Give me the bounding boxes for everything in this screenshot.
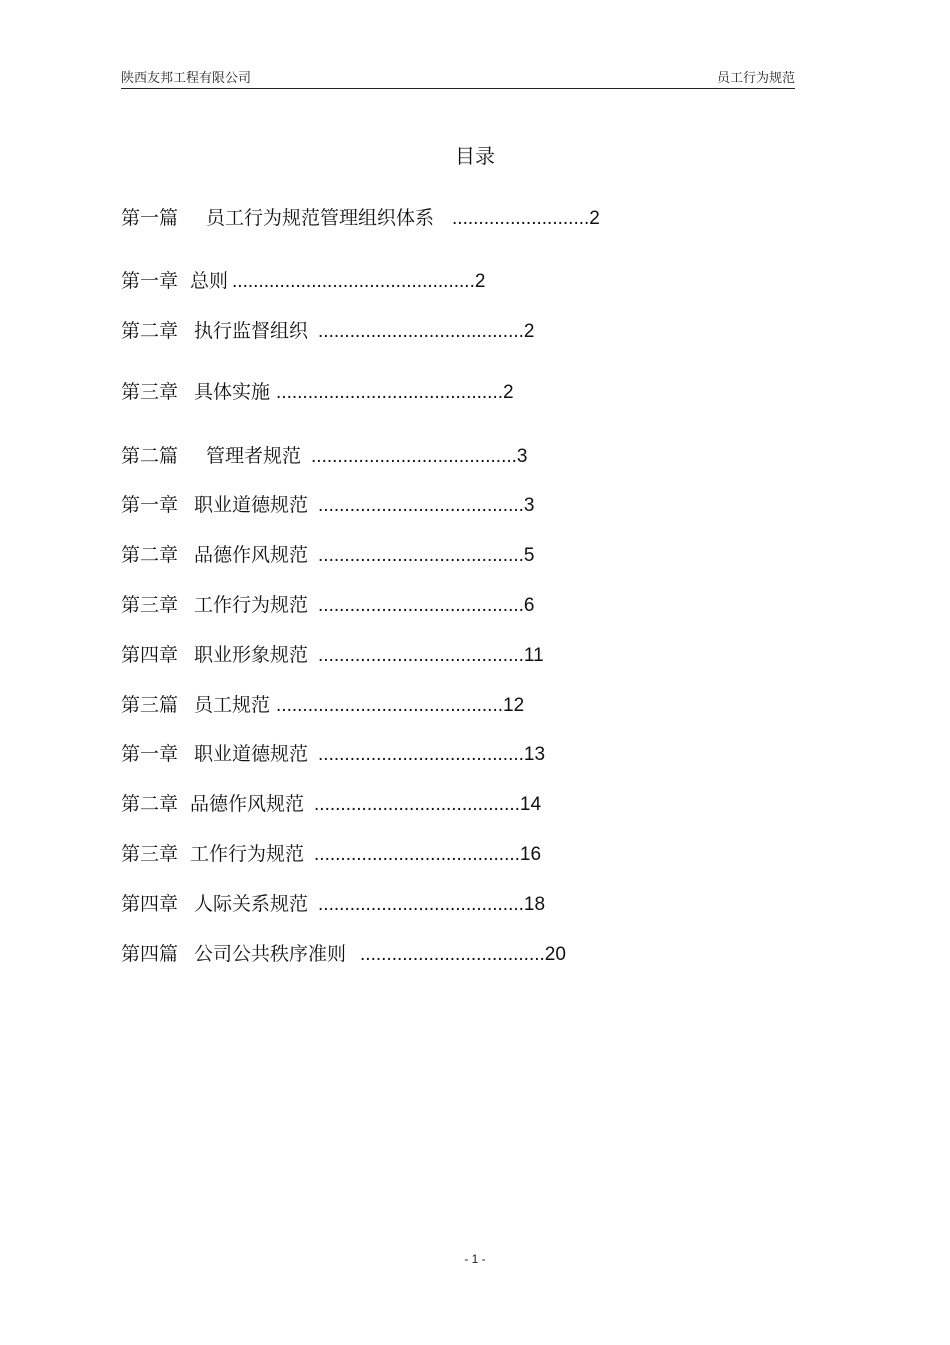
- toc-entry-number: 第三章: [121, 843, 179, 865]
- header-document-title: 员工行为规范: [716, 71, 795, 86]
- toc-entry-leader: ...................................: [360, 944, 545, 965]
- toc-entry[interactable]: [121, 741, 545, 768]
- toc-entry-name: 品德作风规范: [190, 793, 305, 815]
- toc-entry-number: 第四章: [121, 644, 179, 666]
- toc-entry-name: 职业形象规范: [194, 644, 309, 666]
- toc-entry-leader: ..........................: [452, 208, 590, 229]
- toc-entry-page: 11: [523, 645, 544, 666]
- toc-entry[interactable]: [121, 205, 600, 232]
- toc-entry-page: 6: [523, 595, 535, 616]
- header-company-name: 陕西友邦工程有限公司: [121, 71, 252, 86]
- toc-entry[interactable]: [121, 841, 541, 868]
- toc-entry-number: 第二章: [121, 793, 179, 815]
- toc-entry-page: 3: [516, 446, 528, 467]
- toc-entry-leader: .......................................: [318, 495, 524, 516]
- toc-entry-page: 2: [589, 208, 600, 229]
- toc-entry[interactable]: [121, 268, 485, 295]
- toc-entry-name: 工作行为规范: [190, 843, 305, 865]
- toc-entry-leader: .......................................: [314, 794, 520, 815]
- toc-entry-leader: .......................................: [318, 595, 524, 616]
- toc-entry[interactable]: [121, 492, 534, 519]
- toc-entry-leader: .......................................: [318, 744, 524, 765]
- toc-entry[interactable]: [121, 318, 534, 345]
- toc-entry-name: 职业道德规范: [194, 743, 309, 765]
- toc-entry-leader: .......................................: [318, 545, 524, 566]
- toc-entry[interactable]: [121, 891, 545, 918]
- toc-title: 目录: [455, 144, 495, 168]
- toc-entry-name: 管理者规范: [206, 445, 302, 467]
- toc-entry-number: 第四章: [121, 893, 179, 915]
- toc-entry-name: 人际关系规范: [194, 893, 309, 915]
- toc-entry-page: 2: [503, 382, 514, 403]
- toc-entry-page: 18: [523, 894, 546, 915]
- toc-entry-name: 员工行为规范管理组织体系: [206, 207, 435, 229]
- toc-entry-number: 第一篇: [121, 207, 179, 229]
- toc-entry-leader: .......................................: [311, 446, 517, 467]
- toc-entry-number: 第一章: [121, 270, 179, 292]
- toc-entry-number: 第三章: [121, 594, 179, 616]
- toc-entry-leader: .......................................: [318, 645, 524, 666]
- toc-entry-name: 职业道德规范: [194, 494, 309, 516]
- toc-entry-number: 第一章: [121, 494, 179, 516]
- toc-entry-page: 5: [523, 545, 535, 566]
- toc-entry[interactable]: [121, 642, 544, 669]
- toc-entry-number: 第一章: [121, 743, 179, 765]
- toc-entry-leader: .......................................: [314, 844, 520, 865]
- toc-entry-name: 员工规范: [194, 694, 271, 716]
- toc-entry-number: 第四篇: [121, 943, 179, 965]
- toc-entry-name: 执行监督组织: [194, 320, 309, 342]
- page-header: [121, 69, 795, 89]
- toc-entry-leader: ...........................................: [276, 382, 504, 403]
- toc-entry-page: 16: [519, 844, 542, 865]
- toc-entry[interactable]: [121, 941, 566, 968]
- toc-entry[interactable]: [121, 692, 524, 719]
- toc-entry-leader: ..............................................: [232, 271, 475, 292]
- toc-entry-number: 第三篇: [121, 694, 179, 716]
- toc-entry-page: 14: [519, 794, 542, 815]
- toc-entry-page: 20: [544, 944, 566, 965]
- toc-entry-leader: .......................................: [318, 894, 524, 915]
- toc-entry-name: 工作行为规范: [194, 594, 309, 616]
- toc-entry-number: 第二章: [121, 320, 179, 342]
- toc-entry-leader: ...........................................: [276, 695, 504, 716]
- toc-entry-page: 3: [523, 495, 535, 516]
- toc-entry-leader: .......................................: [318, 321, 524, 342]
- toc-entry-number: 第二章: [121, 544, 179, 566]
- toc-entry-name: 总则: [190, 270, 229, 292]
- toc-entry-page: 2: [474, 271, 486, 292]
- toc-entry-page: 12: [503, 695, 525, 716]
- toc-entry-number: 第二篇: [121, 445, 179, 467]
- toc-entry[interactable]: [121, 791, 541, 818]
- toc-entry[interactable]: [121, 542, 534, 569]
- toc-entry[interactable]: [121, 443, 527, 470]
- page-number: - 1 -: [464, 1252, 486, 1266]
- toc-entry-page: 2: [523, 321, 535, 342]
- toc-entry[interactable]: [121, 379, 514, 406]
- toc-entry-name: 公司公共秩序准则: [194, 943, 347, 965]
- toc-entry-name: 品德作风规范: [194, 544, 309, 566]
- toc-entry-number: 第三章: [121, 381, 179, 403]
- toc-entry-page: 13: [523, 744, 546, 765]
- toc-entry-name: 具体实施: [194, 381, 271, 403]
- toc-entry[interactable]: [121, 592, 534, 619]
